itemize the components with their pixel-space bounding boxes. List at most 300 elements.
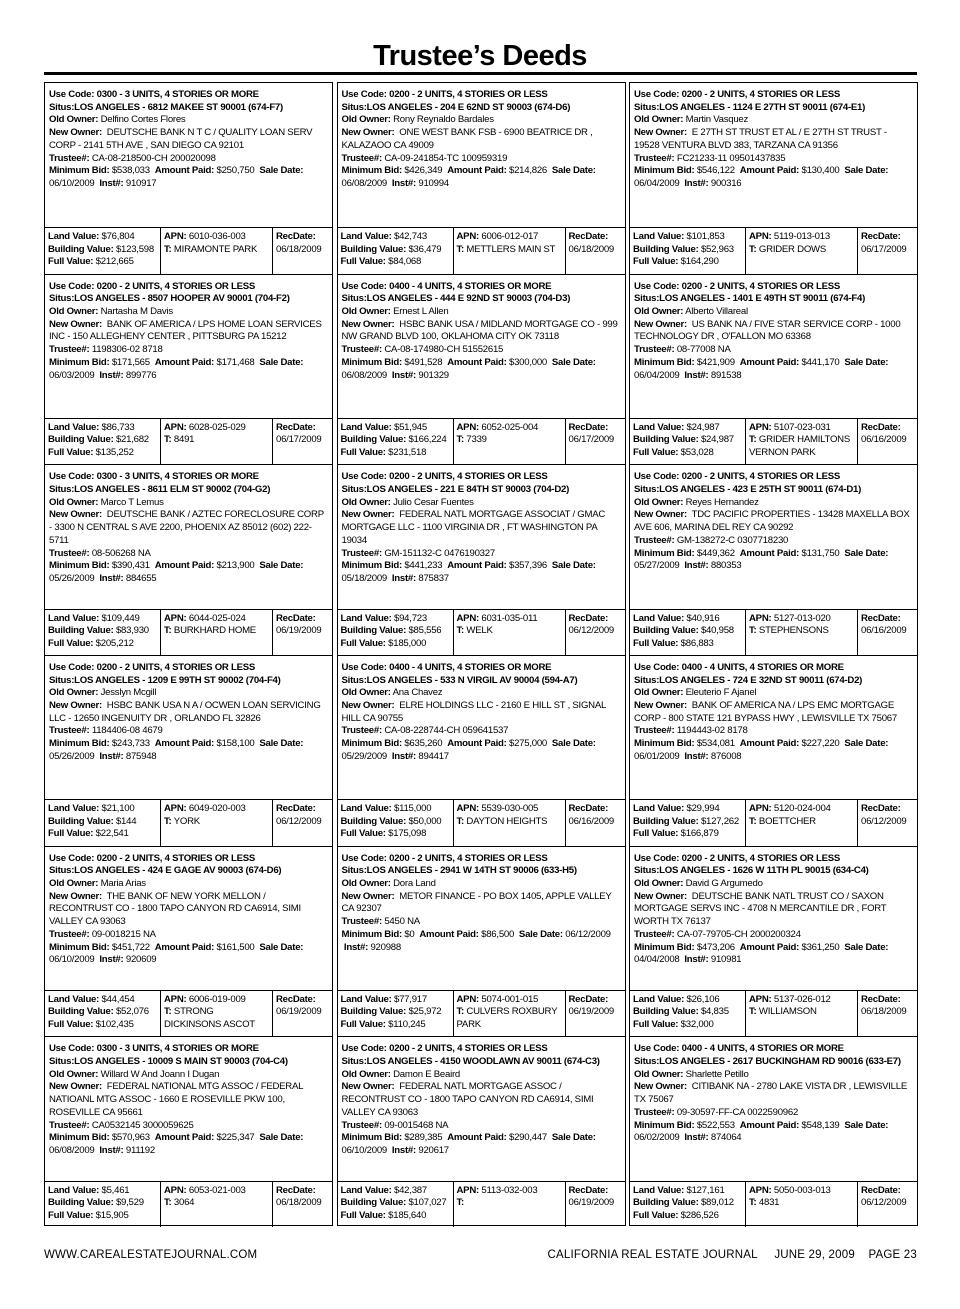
label-trustee: Trustee#: [341, 152, 382, 164]
amount-paid-value: $158,100 [216, 738, 255, 750]
deed-values [338, 799, 625, 845]
value-cell [45, 419, 161, 464]
use-code-value: 0300 - 3 UNITS, 4 STORIES OR MORE [96, 1043, 259, 1055]
label-full: Full Value: [48, 446, 94, 458]
t-value: 8491 [173, 434, 195, 446]
apn-cell [746, 800, 858, 845]
label-use-code: Use Code: [49, 89, 95, 100]
label-new-owner: New Owner: [634, 127, 687, 139]
label-full: Full Value: [633, 256, 679, 267]
value-cell [45, 228, 161, 274]
land-value: $24,987 [686, 421, 720, 433]
land-value: $127,161 [686, 1184, 725, 1196]
label-inst: Inst#: [99, 177, 124, 189]
situs-value: LOS ANGELES - 444 E 92ND ST 90003 (704-D3) [366, 293, 571, 305]
t-value: MIRAMONTE PARK [173, 243, 258, 255]
old-owner-value: Delfino Cortes Flores [100, 114, 186, 126]
situs-value: LOS ANGELES - 423 E 25TH ST 90011 (674-D1) [659, 484, 862, 496]
value-cell [630, 800, 746, 845]
label-t: T: [749, 434, 757, 446]
inst-value: 911192 [125, 1144, 155, 1156]
label-full: Full Value: [340, 446, 386, 458]
label-use-code: Use Code: [634, 1043, 680, 1055]
label-old-owner: Old Owner: [634, 496, 684, 508]
footer-website[interactable]: WWW.CAREALESTATEJOURNAL.COM [44, 1249, 258, 1261]
land-value: $42,743 [394, 231, 427, 242]
label-amount-paid: Amount Paid: [419, 928, 479, 940]
label-old-owner: Old Owner: [634, 878, 684, 890]
new-owner-value: CITIBANK NA - 2780 LAKE VISTA DR , LEWISVILLE TX 75067 [634, 1081, 907, 1106]
deed-values [630, 418, 917, 464]
situs-value: LOS ANGELES - 724 E 32ND ST 90011 (674-D2) [659, 674, 863, 686]
building-value: $50,000 [408, 815, 442, 827]
apn-cell [454, 610, 566, 655]
situs-value: LOS ANGELES - 6812 MAKEE ST 90001 (674-F7) [74, 101, 283, 113]
old-owner-value: Martin Vasquez [685, 114, 749, 126]
deed-record [45, 1036, 332, 1227]
building-value: $9,529 [115, 1197, 144, 1209]
label-apn: APN: [749, 421, 772, 433]
label-recdate: RecDate: [276, 231, 316, 242]
label-t: T: [456, 243, 464, 255]
amount-paid-value: $275,000 [508, 738, 547, 750]
label-inst: Inst#: [391, 1144, 416, 1156]
label-old-owner: Old Owner: [341, 687, 391, 699]
label-building: Building Value: [340, 1006, 407, 1018]
min-bid-value: $473,206 [696, 941, 735, 953]
label-recdate: RecDate: [276, 421, 316, 433]
label-situs: Situs: [634, 1055, 660, 1067]
use-code-value: 0200 - 2 UNITS, 4 STORIES OR LESS [389, 852, 548, 864]
trustee-value: 08-506268 NA [91, 547, 151, 559]
land-value: $94,723 [394, 612, 427, 624]
sale-date-value: 06/10/2009 [341, 1144, 388, 1156]
deed-values [45, 1181, 332, 1227]
label-recdate: RecDate: [861, 421, 901, 433]
label-use-code: Use Code: [341, 471, 387, 483]
land-value: $40,916 [686, 612, 720, 624]
value-cell [338, 991, 454, 1036]
apn-value: 5539-030-005 [481, 803, 539, 815]
recdate-value: 06/19/2009 [276, 1006, 322, 1018]
recdate-value: 06/12/2009 [568, 625, 615, 637]
label-inst: Inst#: [684, 954, 709, 966]
min-bid-value: $534,081 [696, 738, 735, 750]
min-bid-value: $421,909 [696, 356, 735, 368]
building-value: $144 [115, 815, 137, 827]
full-value: $32,000 [680, 1018, 714, 1030]
apn-value: 6028-025-029 [188, 421, 246, 433]
label-t: T: [749, 815, 757, 827]
label-new-owner: New Owner: [634, 318, 687, 330]
deed-values [630, 1181, 917, 1227]
label-situs: Situs: [634, 101, 660, 113]
sale-date-value: 06/12/2009 [565, 928, 611, 940]
label-land: Land Value: [633, 803, 685, 815]
label-apn: APN: [164, 612, 187, 624]
label-trustee: Trustee#: [49, 1119, 90, 1131]
label-old-owner: Old Owner: [49, 496, 99, 508]
label-recdate: RecDate: [568, 231, 609, 242]
building-value: $21,682 [115, 434, 149, 446]
apn-value: 5119-013-013 [773, 231, 830, 242]
label-full: Full Value: [633, 637, 679, 649]
label-use-code: Use Code: [49, 1043, 95, 1055]
old-owner-value: Maria Arias [100, 878, 146, 890]
building-value: $85,556 [408, 625, 442, 637]
label-use-code: Use Code: [49, 280, 95, 292]
min-bid-value: $289,385 [404, 1132, 443, 1144]
label-use-code: Use Code: [341, 280, 387, 292]
label-use-code: Use Code: [49, 852, 95, 864]
label-sale-date: Sale Date: [844, 1119, 889, 1131]
label-sale-date: Sale Date: [551, 165, 596, 177]
label-trustee: Trustee#: [341, 547, 382, 559]
label-min-bid: Minimum Bid: [341, 1132, 402, 1144]
trustee-value: GM-151132-C 0476190327 [384, 547, 495, 559]
deed-values [630, 799, 917, 845]
deed-info [630, 465, 917, 608]
label-use-code: Use Code: [634, 471, 680, 483]
min-bid-value: $426,349 [404, 165, 443, 177]
recdate-cell [858, 1182, 917, 1227]
label-building: Building Value: [48, 434, 114, 446]
recdate-cell [273, 228, 332, 274]
deeds-column [629, 82, 918, 1226]
label-min-bid: Minimum Bid: [634, 941, 695, 953]
apn-value: 6010-036-003 [188, 231, 246, 242]
apn-cell [746, 419, 858, 464]
deed-record [338, 655, 625, 846]
trustee-value: 08-77008 NA [676, 344, 731, 356]
label-new-owner: New Owner: [341, 1081, 395, 1093]
label-apn: APN: [164, 993, 187, 1005]
old-owner-value: Eleuterio F Ajanel [685, 687, 757, 699]
label-full: Full Value: [340, 637, 386, 649]
use-code-value: 0200 - 2 UNITS, 4 STORIES OR LESS [389, 89, 548, 100]
label-recdate: RecDate: [861, 231, 901, 242]
label-min-bid: Minimum Bid: [49, 941, 110, 953]
deed-info [338, 1037, 625, 1180]
apn-cell [454, 228, 566, 274]
value-cell [338, 419, 454, 464]
label-building: Building Value: [633, 243, 699, 255]
label-inst: Inst#: [684, 1132, 709, 1144]
label-situs: Situs: [49, 484, 75, 496]
building-value: $89,012 [700, 1197, 734, 1209]
deed-values [338, 227, 625, 274]
min-bid-value: $522,553 [696, 1119, 735, 1131]
label-new-owner: New Owner: [341, 318, 395, 330]
deed-values [45, 990, 332, 1036]
label-inst: Inst#: [99, 1144, 124, 1156]
new-owner-value: THE BANK OF NEW YORK MELLON / RECONTRUST CO - 1800 TAPO CANYON RD CA6914, SIMI VALLEY CA 93063 [49, 890, 301, 928]
recdate-value: 06/18/2009 [276, 1197, 322, 1209]
label-recdate: RecDate: [568, 1184, 609, 1196]
new-owner-value: DEUTSCHE BANK NATL TRUST CO / SAXON MORTGAGE SERVS INC - 4708 N MERCANTILE DR , FORT WORTH TX 76137 [634, 890, 887, 928]
label-amount-paid: Amount Paid: [154, 165, 215, 177]
label-old-owner: Old Owner: [341, 878, 391, 890]
footer-publication: CALIFORNIA REAL ESTATE JOURNAL JUNE 29, 2009 PAGE 23 [547, 1249, 917, 1261]
new-owner-value: E 27TH ST TRUST ET AL / E 27TH ST TRUST - 19528 VENTURA BLVD 383, TARZANA CA 91356 [634, 127, 887, 151]
use-code-value: 0200 - 2 UNITS, 4 STORIES OR LESS [681, 89, 841, 100]
t-value: YORK [173, 815, 200, 827]
deeds-column [337, 82, 626, 1226]
sale-date-value: 06/08/2009 [49, 1144, 95, 1156]
label-land: Land Value: [340, 803, 392, 815]
value-cell [338, 228, 454, 274]
deed-record [338, 1036, 625, 1227]
recdate-cell [273, 991, 332, 1036]
use-code-value: 0200 - 2 UNITS, 4 STORIES OR LESS [681, 852, 841, 864]
deed-values [338, 1181, 625, 1227]
sale-date-value: 06/10/2009 [49, 177, 95, 189]
label-new-owner: New Owner: [341, 700, 395, 712]
label-inst: Inst#: [99, 369, 124, 381]
inst-value: 894417 [418, 750, 449, 762]
full-value: $53,028 [680, 446, 714, 458]
old-owner-value: Marco T Lemus [100, 496, 164, 508]
t-value: WELK [466, 625, 493, 637]
label-apn: APN: [456, 231, 479, 242]
full-value: $205,212 [95, 637, 134, 649]
min-bid-value: $635,260 [404, 738, 443, 750]
label-min-bid: Minimum Bid: [49, 1132, 110, 1144]
deed-info [45, 465, 332, 608]
label-recdate: RecDate: [861, 993, 901, 1005]
use-code-value: 0400 - 4 UNITS, 4 STORIES OR MORE [389, 661, 552, 673]
old-owner-value: Sharlette Petillo [685, 1068, 749, 1080]
building-value: $36,479 [408, 243, 442, 255]
land-value: $101,853 [686, 231, 725, 242]
t-value: METTLERS MAIN ST [466, 243, 556, 255]
new-owner-value: DEUTSCHE BANK N T C / QUALITY LOAN SERV CORP - 2141 5TH AVE , SAN DIEGO CA 92101 [49, 127, 313, 151]
label-full: Full Value: [633, 446, 679, 458]
label-inst: Inst#: [391, 177, 416, 189]
label-inst: Inst#: [684, 177, 709, 189]
recdate-value: 06/18/2009 [276, 243, 322, 255]
apn-value: 6006-019-009 [188, 993, 246, 1005]
sale-date-value: 06/10/2009 [49, 954, 95, 966]
new-owner-value: US BANK NA / FIVE STAR SERVICE CORP - 1000 TECHNOLOGY DR , O'FALLON MO 63368 [634, 318, 901, 343]
label-new-owner: New Owner: [49, 890, 102, 902]
amount-paid-value: $214,826 [508, 165, 547, 177]
use-code-value: 0200 - 2 UNITS, 4 STORIES OR LESS [96, 852, 256, 864]
old-owner-value: Ana Chavez [392, 687, 443, 699]
label-use-code: Use Code: [341, 661, 387, 673]
label-apn: APN: [456, 993, 479, 1005]
label-land: Land Value: [48, 1184, 100, 1196]
inst-value: 910917 [125, 177, 157, 189]
use-code-value: 0200 - 2 UNITS, 4 STORIES OR LESS [96, 280, 256, 292]
deed-info [338, 656, 625, 799]
label-t: T: [164, 815, 172, 827]
label-amount-paid: Amount Paid: [447, 1132, 507, 1144]
label-full: Full Value: [340, 1209, 386, 1221]
land-value: $115,000 [394, 803, 432, 815]
situs-value: LOS ANGELES - 204 E 62ND ST 90003 (674-D6) [366, 101, 571, 113]
label-min-bid: Minimum Bid: [634, 356, 695, 368]
land-value: $86,733 [101, 421, 135, 433]
value-cell [45, 610, 161, 655]
label-land: Land Value: [633, 1184, 685, 1196]
deed-info [45, 847, 332, 990]
label-inst: Inst#: [99, 572, 124, 584]
label-situs: Situs: [49, 865, 75, 877]
label-t: T: [456, 625, 464, 637]
situs-value: LOS ANGELES - 8611 ELM ST 90002 (704-G2) [74, 484, 271, 496]
deeds-column [44, 82, 333, 1226]
label-trustee: Trustee#: [49, 725, 90, 737]
label-land: Land Value: [48, 231, 100, 242]
value-cell [630, 1182, 746, 1227]
new-owner-value: TDC PACIFIC PROPERTIES - 13428 MAXELLA BOX AVE 606, MARINA DEL REY CA 90292 [634, 509, 910, 534]
label-old-owner: Old Owner: [49, 306, 99, 318]
label-trustee: Trustee#: [634, 152, 675, 164]
label-situs: Situs: [634, 674, 660, 686]
label-trustee: Trustee#: [341, 916, 382, 928]
full-value: $22,541 [95, 828, 129, 840]
apn-cell [454, 800, 566, 845]
t-value: STRONG DICKINSONS ASCOT [164, 1006, 255, 1030]
use-code-value: 0400 - 4 UNITS, 4 STORIES OR MORE [681, 1043, 844, 1055]
t-value: 4831 [758, 1197, 780, 1209]
land-value: $44,454 [101, 993, 135, 1005]
label-trustee: Trustee#: [49, 547, 90, 559]
recdate-value: 06/16/2009 [861, 625, 907, 637]
label-apn: APN: [749, 993, 772, 1005]
label-building: Building Value: [340, 815, 407, 827]
deed-info [630, 1037, 917, 1180]
label-min-bid: Minimum Bid: [341, 165, 402, 177]
label-min-bid: Minimum Bid: [341, 356, 402, 368]
label-old-owner: Old Owner: [341, 496, 391, 508]
sale-date-value: 06/04/2009 [634, 369, 680, 381]
label-min-bid: Minimum Bid: [634, 547, 695, 559]
label-t: T: [456, 434, 464, 446]
recdate-value: 06/12/2009 [861, 1197, 907, 1209]
amount-paid-value: $171,468 [216, 356, 255, 368]
apn-cell [161, 1182, 273, 1227]
full-value: $84,068 [388, 256, 422, 267]
label-new-owner: New Owner: [49, 1081, 102, 1093]
full-value: $15,905 [95, 1209, 129, 1221]
old-owner-value: Dora Land [393, 878, 436, 890]
inst-value: 900316 [710, 177, 742, 189]
apn-value: 5050-003-013 [773, 1184, 831, 1196]
apn-cell [746, 1182, 858, 1227]
label-use-code: Use Code: [634, 661, 680, 673]
deed-info [45, 275, 332, 418]
label-use-code: Use Code: [49, 471, 95, 483]
label-amount-paid: Amount Paid: [154, 560, 215, 572]
label-new-owner: New Owner: [341, 890, 395, 902]
full-value: $135,252 [95, 446, 134, 458]
apn-value: 5074-001-015 [481, 993, 539, 1005]
value-cell [630, 991, 746, 1036]
use-code-value: 0300 - 3 UNITS, 4 STORIES OR MORE [96, 471, 259, 483]
label-land: Land Value: [48, 803, 100, 815]
label-recdate: RecDate: [276, 993, 316, 1005]
recdate-cell [858, 610, 917, 655]
old-owner-value: Julio Cesar Fuentes [393, 496, 474, 508]
deed-record [630, 655, 917, 846]
page-footer [44, 1249, 917, 1261]
label-sale-date: Sale Date: [259, 560, 304, 572]
label-trustee: Trustee#: [634, 344, 675, 356]
label-trustee: Trustee#: [341, 1119, 382, 1131]
label-situs: Situs: [341, 484, 367, 496]
label-building: Building Value: [48, 625, 114, 637]
amount-paid-value: $250,750 [216, 165, 255, 177]
label-amount-paid: Amount Paid: [739, 165, 800, 177]
recdate-value: 06/12/2009 [861, 815, 907, 827]
label-old-owner: Old Owner: [49, 1068, 99, 1080]
inst-value: 876008 [710, 750, 742, 762]
label-land: Land Value: [340, 231, 392, 242]
old-owner-value: Rony Reynaldo Bardales [393, 114, 494, 126]
full-value: $110,245 [388, 1018, 426, 1030]
label-old-owner: Old Owner: [341, 306, 391, 318]
deed-record [338, 83, 625, 274]
apn-cell [746, 610, 858, 655]
label-sale-date: Sale Date: [259, 738, 304, 750]
label-amount-paid: Amount Paid: [154, 738, 215, 750]
situs-value: LOS ANGELES - 221 E 84TH ST 90003 (704-D2) [366, 484, 570, 496]
label-inst: Inst#: [684, 369, 709, 381]
old-owner-value: Alberto Villareal [685, 306, 748, 318]
apn-value: 5113-032-003 [481, 1184, 538, 1196]
t-value: GRIDER DOWS [758, 243, 826, 255]
label-inst: Inst#: [99, 954, 124, 966]
label-apn: APN: [456, 421, 479, 433]
t-value: BURKHARD HOME [173, 625, 256, 637]
label-full: Full Value: [48, 256, 94, 267]
deed-values [45, 418, 332, 464]
label-use-code: Use Code: [634, 852, 680, 864]
recdate-cell [858, 228, 917, 274]
use-code-value: 0200 - 2 UNITS, 4 STORIES OR LESS [681, 471, 841, 483]
trustee-value: CA0532145 3000059625 [91, 1119, 194, 1131]
label-trustee: Trustee#: [341, 344, 382, 356]
inst-value: 899776 [125, 369, 157, 381]
amount-paid-value: $213,900 [216, 560, 255, 572]
label-full: Full Value: [340, 1018, 386, 1030]
min-bid-value: $0 [404, 928, 415, 940]
label-building: Building Value: [48, 1197, 114, 1209]
full-value: $231,518 [388, 446, 427, 458]
t-value: WILLIAMSON [758, 1006, 817, 1018]
deed-values [630, 227, 917, 274]
deed-info [45, 83, 332, 227]
trustee-value: GM-138272-C 0307718230 [676, 534, 789, 546]
building-value: $24,987 [700, 434, 734, 446]
old-owner-value: Nartasha M Davis [100, 306, 173, 318]
inst-value: 910981 [710, 954, 742, 966]
recdate-cell [566, 228, 625, 274]
amount-paid-value: $441,170 [801, 356, 840, 368]
label-inst: Inst#: [684, 750, 709, 762]
inst-value: 910994 [418, 177, 449, 189]
label-old-owner: Old Owner: [341, 114, 391, 126]
land-value: $76,804 [101, 231, 135, 242]
deeds-grid [44, 82, 918, 1226]
label-sale-date: Sale Date: [551, 356, 596, 368]
full-value: $166,879 [680, 828, 719, 840]
amount-paid-value: $86,500 [481, 928, 515, 940]
recdate-cell [858, 800, 917, 845]
sale-date-value: 06/01/2009 [634, 750, 680, 762]
